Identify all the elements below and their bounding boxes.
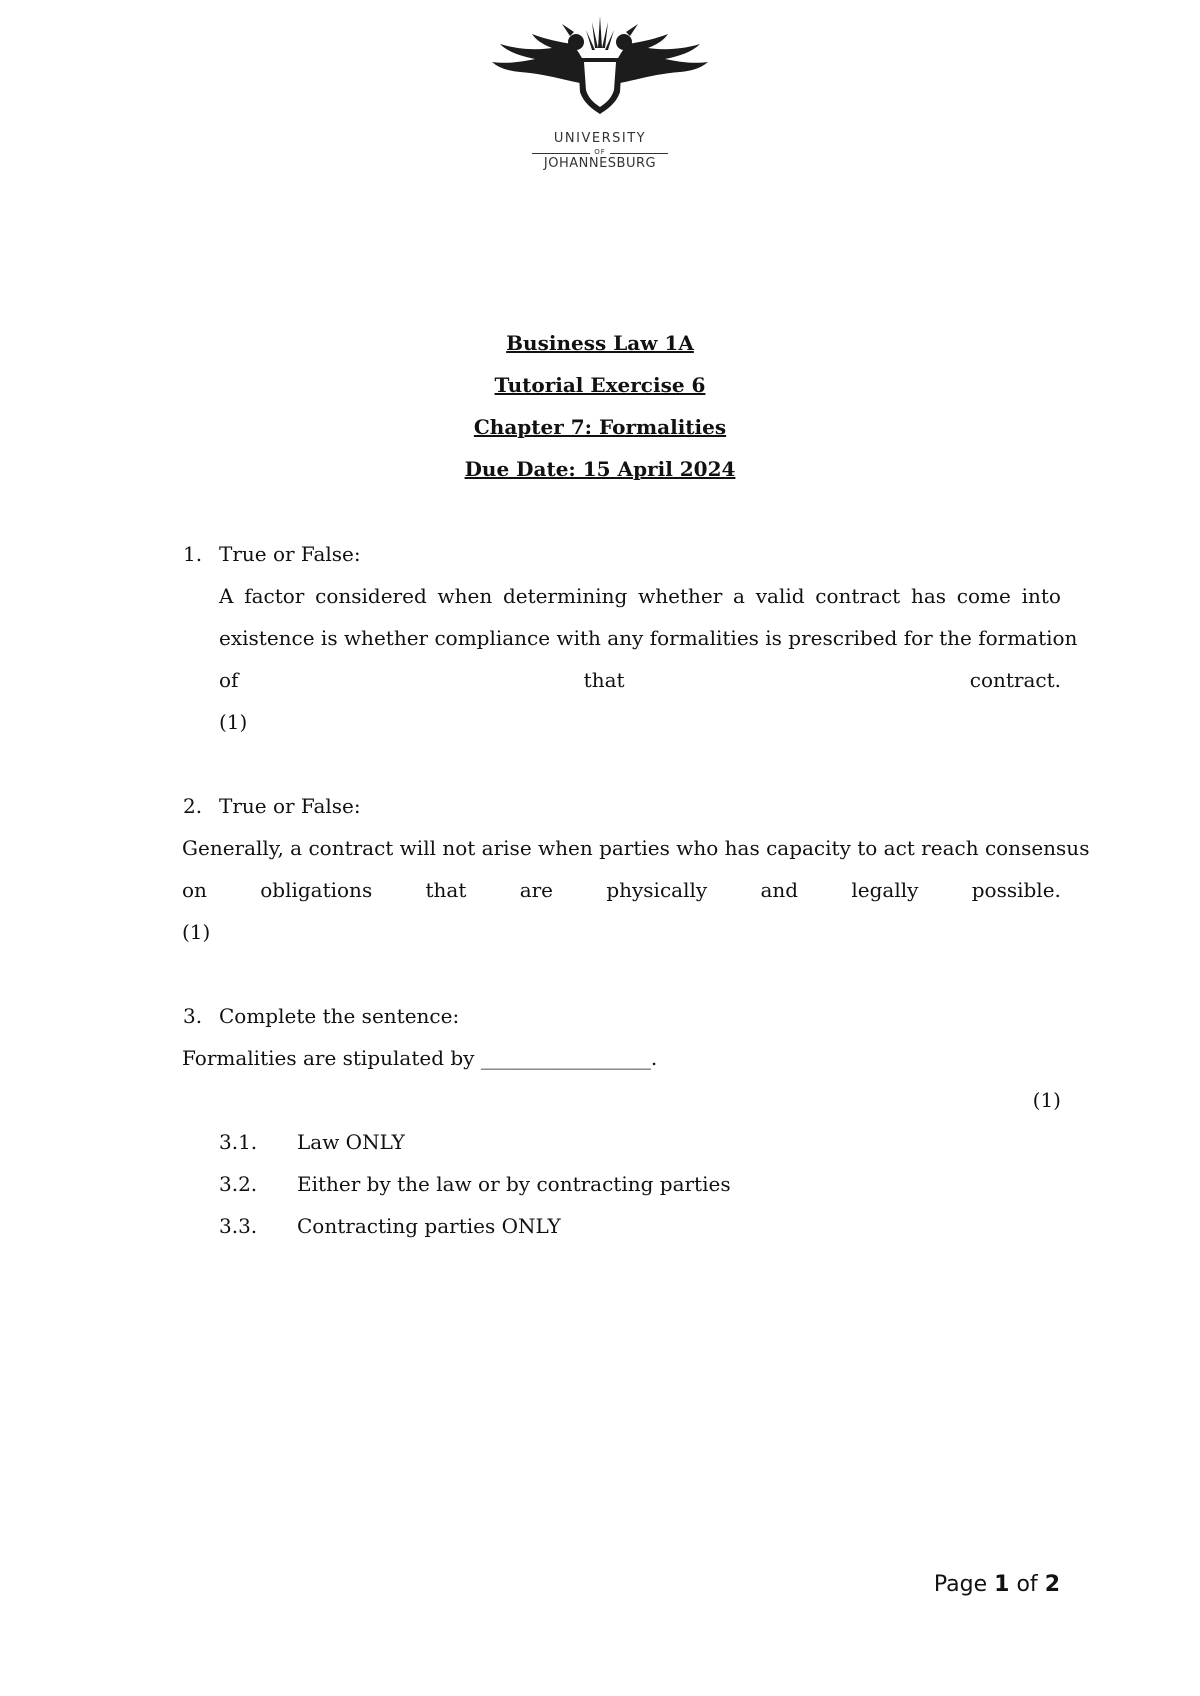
q1-word: has (910, 584, 947, 608)
q1-prompt: True or False: (219, 542, 361, 566)
q1-line-3 (219, 659, 1061, 701)
q1-word: of (219, 668, 239, 692)
q1-word: come (956, 584, 1011, 608)
q1-line-1 (219, 575, 1061, 617)
q2-prompt: True or False: (219, 794, 361, 818)
q1-word: considered (315, 584, 427, 608)
q2-number: 2. (183, 794, 203, 818)
q2-word: possible. (971, 878, 1061, 902)
q2-line-2 (182, 869, 1061, 911)
logo-university-text: UNIVERSITY (553, 131, 647, 146)
q2-word: on (182, 878, 207, 902)
q1-word: when (437, 584, 493, 608)
q1-word: into (1021, 584, 1061, 608)
chapter-title: Chapter 7: Formalities (473, 415, 727, 439)
q1-line-2: existence is whether compliance with any formalities is prescribed for the formation (219, 626, 1078, 650)
q1-word: a (733, 584, 745, 608)
q2-word: are (519, 878, 554, 902)
document-headings (0, 322, 1200, 490)
q3-marks: (1) (1032, 1088, 1061, 1112)
q2-word: legally (851, 878, 919, 902)
q1-word: valid (755, 584, 805, 608)
of-word: of (1016, 1572, 1038, 1597)
q2-word: and (760, 878, 799, 902)
q2-marks: (1) (182, 920, 211, 944)
page-current: 1 (994, 1572, 1010, 1597)
q2-word: physically (606, 878, 708, 902)
page-number (934, 1570, 1060, 1600)
due-date: Due Date: 15 April 2024 (464, 457, 736, 481)
q1-word: determining (502, 584, 628, 608)
q1-word: A (219, 584, 234, 608)
q1-word: that (583, 668, 625, 692)
q2-line-1: Generally, a contract will not arise when parties who has capacity to act reach consensus (182, 836, 1090, 860)
q2-word: obligations (260, 878, 373, 902)
q3-sentence: Formalities are stipulated by _________________. (182, 1046, 658, 1070)
q3-number: 3. (183, 1004, 203, 1028)
q1-word: contract. (969, 668, 1061, 692)
q3-prompt: Complete the sentence: (219, 1004, 460, 1028)
q1-marks: (1) (219, 710, 248, 734)
q3-option-3-number: 3.3. (219, 1214, 258, 1238)
page-word: Page (933, 1572, 988, 1597)
q3-option-3-text: Contracting parties ONLY (297, 1214, 561, 1238)
logo-of-text: OF (594, 148, 606, 156)
course-title: Business Law 1A (506, 331, 694, 355)
q1-word: contract (815, 584, 901, 608)
q1-word: whether (638, 584, 723, 608)
university-logo (480, 14, 720, 174)
q3-option-1-number: 3.1. (219, 1130, 258, 1154)
logo-rule-right (610, 153, 668, 154)
logo-johannesburg-text: JOHANNESBURG (543, 156, 657, 171)
q1-word: factor (244, 584, 305, 608)
page-total: 2 (1044, 1572, 1060, 1597)
crest-icon (480, 14, 720, 124)
q1-number: 1. (183, 542, 203, 566)
q3-option-1-text: Law ONLY (297, 1130, 405, 1154)
q3-option-2-number: 3.2. (219, 1172, 258, 1196)
exercise-title: Tutorial Exercise 6 (494, 373, 706, 397)
q2-word: that (425, 878, 467, 902)
q3-option-2-text: Either by the law or by contracting parties (297, 1172, 731, 1196)
